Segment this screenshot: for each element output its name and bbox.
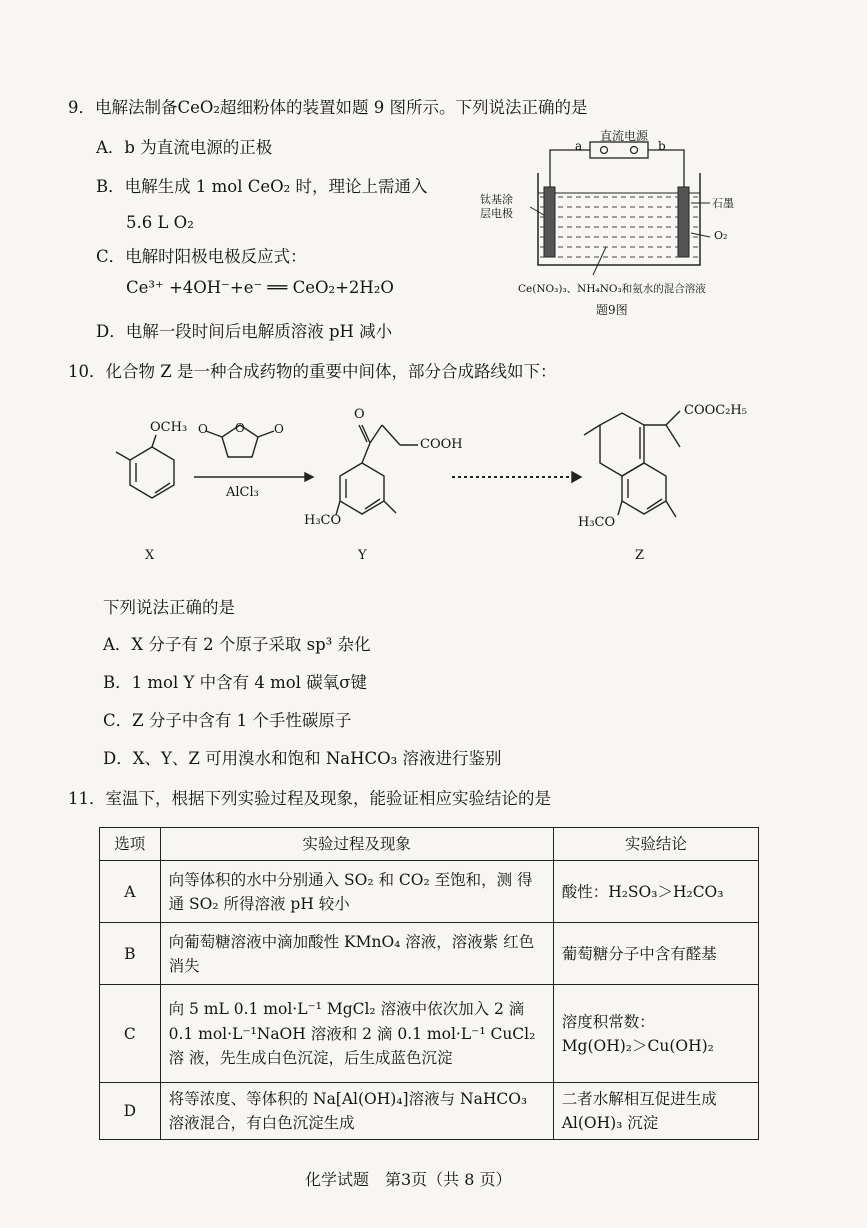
row-option: C <box>100 985 161 1083</box>
row-procedure: 向葡萄糖溶液中滴加酸性 KMnO₄ 溶液，溶液紫 红色消失 <box>160 923 553 985</box>
oxygen-label: O₂ <box>714 229 728 242</box>
q10-stem: 10．化合物 Z 是一种合成药物的重要中间体，部分合成路线如下： <box>68 362 557 381</box>
q9-option-b: B．电解生成 1 mol CeO₂ 时，理论上需通入 <box>96 177 428 196</box>
page-footer: 化学试题 第3页（共 8 页） <box>305 1170 512 1189</box>
q10-option-d: D．X、Y、Z 可用溴水和饱和 NaHCO₃ 溶液进行鉴别 <box>103 749 502 768</box>
row-procedure: 向等体积的水中分别通入 SO₂ 和 CO₂ 至饱和，测 得通 SO₂ 所得溶液 pH 较小 <box>160 861 553 923</box>
anhydride-o-label: O <box>235 421 245 435</box>
header-procedure: 实验过程及现象 <box>160 828 553 861</box>
row-option: B <box>100 923 161 985</box>
q9-stem: 9．电解法制备CeO₂超细粉体的装置如题 9 图所示。下列说法正确的是 <box>68 98 588 117</box>
alcl3-label: AlCl₃ <box>226 485 259 500</box>
power-source-label: 直流电源 <box>600 129 649 143</box>
x-och3-label: OCH₃ <box>150 420 188 435</box>
cooh-label: COOH <box>420 437 463 452</box>
synthesis-scheme <box>100 395 780 570</box>
q11-stem: 11．室温下，根据下列实验过程及现象，能验证相应实验结论的是 <box>68 789 551 808</box>
y-label: Y <box>358 548 367 563</box>
row-conclusion: 葡萄糖分子中含有醛基 <box>553 923 758 985</box>
q9-option-c: C．电解时阳极电极反应式： <box>96 247 307 266</box>
table-row <box>100 861 759 923</box>
row-conclusion: 溶度积常数： Mg(OH)₂＞Cu(OH)₂ <box>553 985 758 1083</box>
figure-caption: 题9图 <box>596 303 628 317</box>
q9-option-b-cont: 5.6 L O₂ <box>126 213 194 232</box>
experiment-table <box>99 827 759 1140</box>
header-option: 选项 <box>100 828 161 861</box>
x-label: X <box>145 548 155 563</box>
anode-label-line2: 层电极 <box>480 207 513 220</box>
header-conclusion: 实验结论 <box>553 828 758 861</box>
q10-option-a: A．X 分子有 2 个原子采取 sp³ 杂化 <box>103 635 371 654</box>
q10-option-c: C．Z 分子中含有 1 个手性碳原子 <box>103 711 352 730</box>
row-conclusion: 二者水解相互促进生成 Al(OH)₃ 沉淀 <box>553 1083 758 1140</box>
table-row <box>100 985 759 1083</box>
cooc2h5-label: COOC₂H₅ <box>684 403 747 418</box>
q9-option-a: A．b 为直流电源的正极 <box>96 138 273 157</box>
graphite-label: 石墨 <box>712 197 734 210</box>
table-row <box>100 1083 759 1140</box>
table-row <box>100 923 759 985</box>
row-option: D <box>100 1083 161 1140</box>
z-h3co-label: H₃CO <box>578 515 616 530</box>
q9-option-c-equation: Ce³⁺ +4OH⁻+e⁻ ══ CeO₂+2H₂O <box>126 278 394 297</box>
electrolysis-figure <box>478 125 768 325</box>
table-header-row <box>100 828 759 861</box>
solution-label: Ce(NO₃)₃、NH₄NO₃和氨水的混合溶液 <box>518 283 706 295</box>
y-h3co-label: H₃CO <box>304 513 342 528</box>
q9-option-d: D．电解一段时间后电解质溶液 pH 减小 <box>96 322 393 341</box>
anode-label-line1: 钛基涂 <box>480 193 513 206</box>
q10-sub-stem: 下列说法正确的是 <box>103 598 235 617</box>
row-procedure: 向 5 mL 0.1 mol·L⁻¹ MgCl₂ 溶液中依次加入 2 滴 0.1 mol·L⁻¹NaOH 溶液和 2 滴 0.1 mol·L⁻¹ CuCl₂ 溶 液，先生成白色沉淀，后生成蓝色沉淀 <box>160 985 553 1083</box>
row-procedure: 将等浓度、等体积的 Na[Al(OH)₄]溶液与 NaHCO₃ 溶液混合，有白色沉淀生成 <box>160 1083 553 1140</box>
anhydride-o-left: O <box>198 422 208 436</box>
anhydride-o-right: O <box>274 422 284 436</box>
row-option: A <box>100 861 161 923</box>
q10-option-b: B．1 mol Y 中含有 4 mol 碳氧σ键 <box>103 673 367 692</box>
terminal-b-label: b <box>658 139 666 153</box>
ketone-o-label: O <box>354 407 365 422</box>
terminal-a-label: a <box>575 139 583 153</box>
row-conclusion: 酸性：H₂SO₃＞H₂CO₃ <box>553 861 758 923</box>
z-label: Z <box>635 548 645 563</box>
